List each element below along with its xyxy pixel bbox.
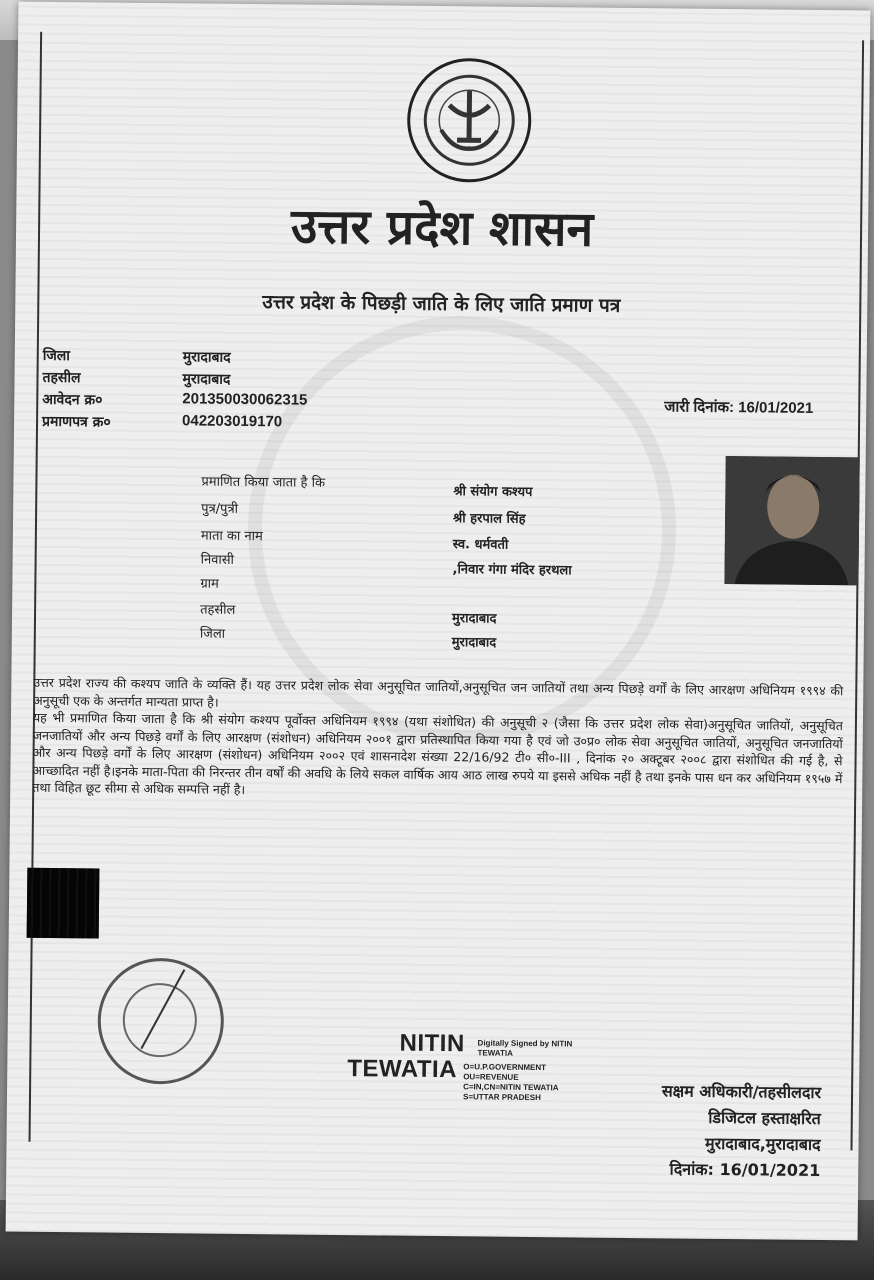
detail-label: ग्राम (200, 576, 219, 592)
officer-note: डिजिटल हस्ताक्षरित (708, 1107, 821, 1129)
signer-name-last: TEWATIA (347, 1055, 458, 1084)
certificate-label: प्रमाणपत्र क्र० (41, 413, 111, 431)
mother-name: स्व. धर्मवती (452, 537, 509, 553)
district-detail: मुरादाबाद (451, 635, 497, 651)
signer-name-first: NITIN (399, 1029, 465, 1058)
up-government-emblem-icon (407, 58, 532, 183)
digital-signature-details (463, 1062, 559, 1103)
residence: ,निवार गंगा मंदिर हरथला (452, 562, 572, 579)
certificate-body (32, 674, 843, 805)
body-paragraph: उत्तर प्रदेश राज्य की कश्यप जाति के व्यक्ति हैं। यह उत्तर प्रदेश लोक सेवा अनुसूचित जातियों,अनुसूचित जन जातियों तथा अन्य पिछड़े वर्गों के लिए आरक्षण अधिनियम १९९४ की अनुसूची एक के अन्तर्गत मान्यता प्राप्त है। (33, 674, 844, 710)
digital-detail: C=IN,CN=NITIN TEWATIA (463, 1082, 559, 1093)
detail-label: माता का नाम (200, 528, 263, 545)
applicant-photo (724, 456, 859, 585)
page-title: उत्तर प्रदेश शासन (290, 198, 594, 258)
father-name: श्री हरपाल सिंह (452, 511, 526, 527)
digital-line: TEWATIA (477, 1048, 513, 1058)
officer-block (600, 1078, 821, 1184)
tehsil-value: मुरादाबाद (182, 371, 231, 388)
seal-inner-ring (122, 983, 197, 1058)
issue-date: जारी दिनांक: 16/01/2021 (664, 398, 814, 417)
digital-signature-note (477, 1038, 572, 1059)
tehsil-detail: मुरादाबाद (451, 611, 497, 627)
application-number: 201350030062315 (182, 390, 308, 409)
qr-code-icon (27, 868, 100, 939)
officer-place: मुरादाबाद,मुरादाबाद (705, 1133, 821, 1155)
detail-label: जिला (199, 626, 226, 642)
detail-label: तहसील (200, 602, 236, 618)
district-value: मुरादाबाद (182, 349, 231, 366)
body-paragraph: यह भी प्रमाणित किया जाता है कि श्री संयोग कश्यप पूर्वोक्त अधिनियम १९९४ (यथा संशोधित) की अनुसूची २ (जैसा कि उत्तर प्रदेश लोक सेवा)अनुसूचित जातियों, अनुसूचित जनजातियों और अन्य पिछड़े वर्गों के लिए आरक्षण (संशोधन) अधिनियम २००१ द्वारा प्रतिस्थापित किया गया है एवं जो उ०प्र० लोक सेवा अनुसूचित जातियों, अनुसूचित जनजातियों और अन्य पिछड़े वर्गों के लिए आरक्षण (संशोधन) अधिनियम २००२ एवं शासनादेश संख्या 22/16/92 टी० सी०-III , दिनांक २० अक्टूबर २००८ द्वारा संशोधित की गई है, से आच्छादित नहीं है।इनके माता-पिता की निरन्तर तीन वर्षों की अवधि के लिये सकल वार्षिक आय आठ लाख रुपये या इससे अधिक नहीं है तथा इनके पास धन कर अधिनियम १९५७ में तथा विहित छूट सीमा से अधिक सम्पत्ति नहीं है। (32, 709, 844, 797)
officer-title: सक्षम अधिकारी/तहसीलदार (661, 1081, 822, 1103)
application-label: आवेदन क्र० (42, 391, 103, 409)
detail-label: निवासी (200, 552, 235, 568)
digital-detail: OU=REVENUE (463, 1072, 519, 1082)
digital-detail: O=U.P.GOVERNMENT (463, 1062, 547, 1073)
page-subtitle: उत्तर प्रदेश के पिछड़ी जाति के लिए जाति प्रमाण पत्र (262, 291, 621, 317)
district-label: जिला (42, 347, 70, 365)
certificate-document (6, 2, 871, 1241)
certificate-number: 042203019170 (181, 412, 283, 431)
digital-line: Digitally Signed by NITIN (477, 1038, 573, 1049)
digital-detail: S=UTTAR PRADESH (462, 1092, 541, 1103)
tehsil-label: तहसील (42, 369, 81, 387)
officer-date: दिनांक: 16/01/2021 (669, 1159, 821, 1181)
detail-label: पुत्र/पुत्री (201, 501, 239, 517)
applicant-name: श्री संयोग कश्यप (453, 484, 533, 500)
tehsil-seal-icon (97, 957, 224, 1084)
detail-label: प्रमाणित किया जाता है कि (201, 474, 326, 491)
